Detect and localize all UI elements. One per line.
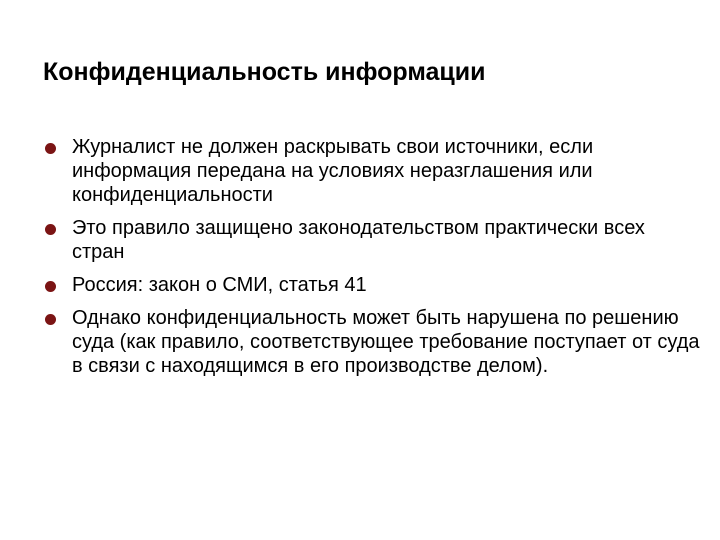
bullet-list <box>42 135 702 387</box>
bullet-dot-icon <box>45 281 56 292</box>
slide-title: Конфиденциальность информации <box>43 58 486 86</box>
bullet-text: Журналист не должен раскрывать свои источники, если информация передана на условиях неразглашения или конфиденциальности <box>72 136 594 206</box>
bullet-item <box>42 135 702 207</box>
bullet-dot-icon <box>45 224 56 235</box>
bullet-item <box>42 273 702 297</box>
bullet-dot-icon <box>45 314 56 325</box>
bullet-item <box>42 216 702 264</box>
bullet-dot-icon <box>45 143 56 154</box>
bullet-item <box>42 306 702 378</box>
bullet-text: Это правило защищено законодательством практически всех стран <box>72 217 645 263</box>
bullet-text: Россия: закон о СМИ, статья 41 <box>72 274 367 296</box>
bullet-text: Однако конфиденциальность может быть нарушена по решению суда (как правило, соответствующее требование поступает от суда в связи с находящимся в его производстве делом). <box>72 307 700 377</box>
